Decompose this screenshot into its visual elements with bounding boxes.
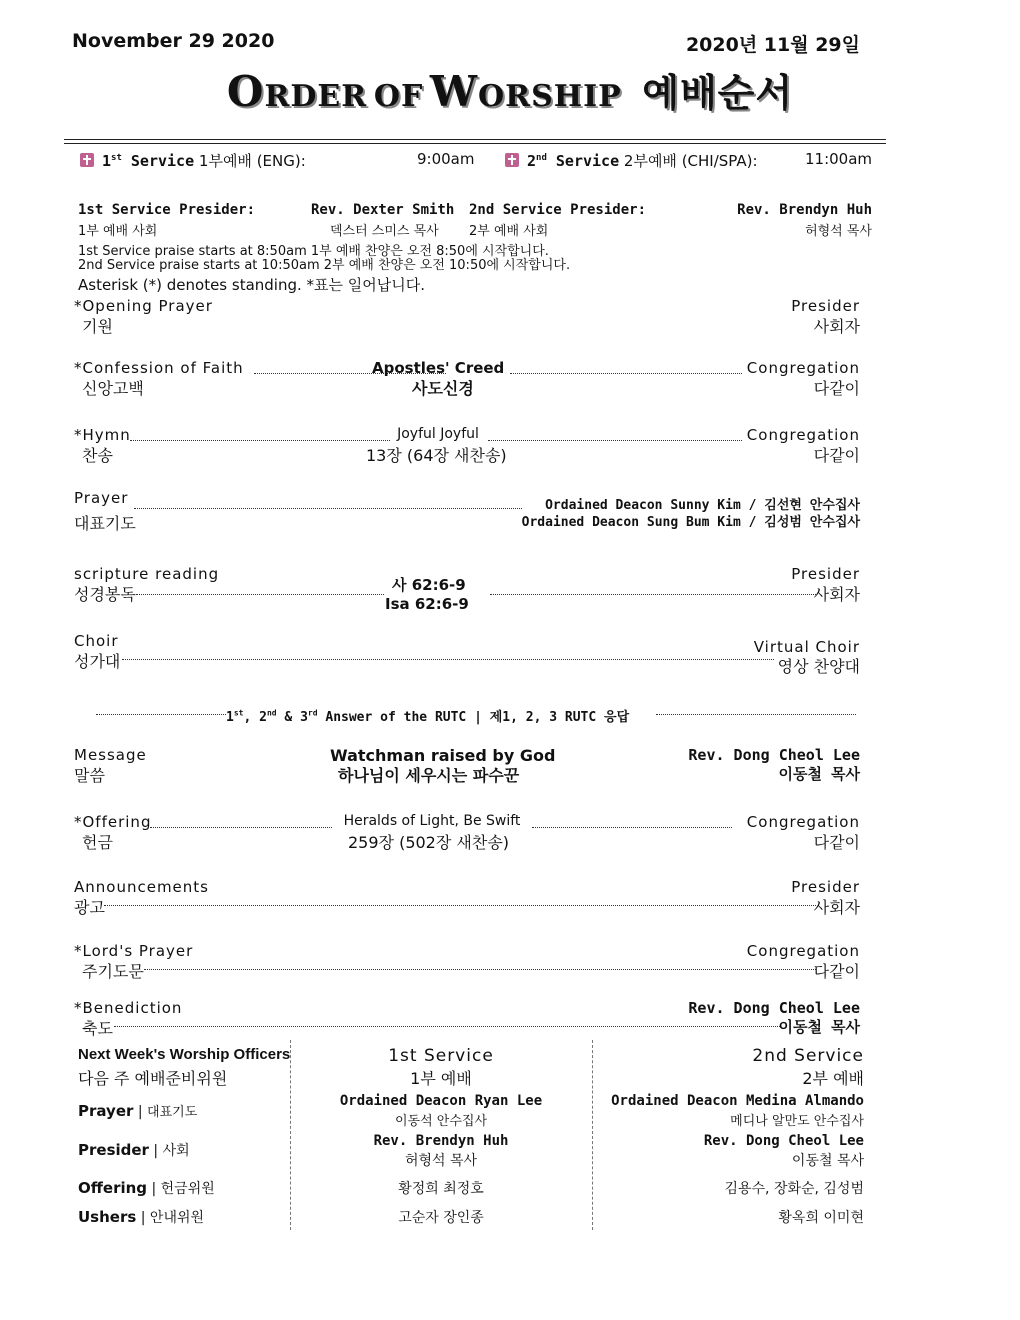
officer-cell: Rev. Brendyn Huh (373, 1133, 509, 1149)
divider (64, 143, 886, 144)
first-presider-label-ko: 1부 예배 사회 (78, 224, 158, 239)
page-title: ORDER OF WORSHIP 예배순서 (226, 67, 794, 116)
first-presider-name: Rev. Dexter Smith (311, 202, 455, 218)
first-service-clock: 9:00am (417, 150, 475, 168)
col-first-service-ko: 1부 예배 (410, 1069, 472, 1088)
order-hymn: *Hymn Joyful Joyful Congregation 찬송 13장 (64장 새찬송) 다같이 (74, 426, 860, 465)
officer-cell: 이동석 안수집사 (394, 1114, 488, 1129)
officer-cell: 메디나 알만도 안수집사 (730, 1114, 864, 1129)
cross-icon (505, 153, 519, 167)
second-presider-label-ko: 2부 예배 사회 (469, 224, 549, 239)
second-service-time: 2nd Service 2부예배 (CHI/SPA): (505, 150, 758, 171)
officer-cell: 고순자 장인종 (398, 1210, 484, 1226)
order-message: Message Watchman raised by God Rev. Dong Cheol Lee 말씀 하나님이 세우시는 파수꾼 이동철 목사 (74, 746, 860, 785)
order-rutc: 1st, 2nd & 3rd Answer of the RUTC | 제1, 2, 3 RUTC 응답 (96, 706, 856, 726)
order-lords-prayer: *Lord's Prayer Congregation 주기도문 다같이 (74, 942, 860, 981)
second-presider-name-ko: 허형석 목사 (805, 224, 872, 239)
officers-heading-ko: 다음 주 예배준비위원 (78, 1069, 228, 1088)
officer-role: Offering | 헌금위원 (78, 1179, 215, 1197)
officer-role: Presider | 사회 (78, 1141, 190, 1159)
first-presider-name-ko: 덱스터 스미스 목사 (330, 224, 439, 239)
order-offering: *Offering Heralds of Light, Be Swift Congregation 헌금 259장 (502장 새찬송) 다같이 (74, 813, 860, 852)
officer-cell: Ordained Deacon Medina Almando (611, 1093, 864, 1109)
standing-note: Asterisk (*) denotes standing. *표는 일어납니다. (78, 276, 426, 294)
divider (64, 139, 886, 140)
first-presider-label: 1st Service Presider: (78, 202, 256, 218)
first-service-time: 1st Service 1부예배 (ENG): (80, 150, 306, 171)
col-first-service: 1st Service (388, 1046, 494, 1066)
officers-heading: Next Week's Worship Officers (78, 1046, 291, 1063)
cross-icon (80, 153, 94, 167)
officer-role: Ushers | 안내위원 (78, 1208, 205, 1226)
officer-cell: 이동철 목사 (791, 1153, 864, 1169)
praise-note-second: 2nd Service praise starts at 10:50am 2부 예배 찬양은 오전 10:50에 시작합니다. (78, 258, 571, 273)
officer-cell: 황옥희 이미현 (778, 1210, 864, 1226)
date-korean: 2020년 11월 29일 (685, 34, 860, 56)
order-confession: *Confession of Faith Apostles' Creed Congregation 신앙고백 사도신경 다같이 (74, 359, 860, 398)
order-announcements: Announcements Presider 광고 사회자 (74, 878, 860, 917)
officer-cell: Rev. Dong Cheol Lee (703, 1133, 864, 1149)
officer-cell: Ordained Deacon Ryan Lee (339, 1093, 543, 1109)
date-english: November 29 2020 (72, 30, 275, 52)
col-second-service: 2nd Service (752, 1046, 864, 1066)
order-prayer: Prayer Ordained Deacon Sunny Kim / 김선현 안수집사 대표기도 Ordained Deacon Sung Bum Kim / 김성범 안수집사 (74, 489, 860, 533)
second-service-clock: 11:00am (805, 150, 873, 168)
col-second-service-ko: 2부 예배 (802, 1069, 864, 1088)
second-presider-label: 2nd Service Presider: (469, 202, 647, 218)
officer-cell: 허형석 목사 (404, 1153, 478, 1169)
officer-cell: 김용수, 장화순, 김성범 (724, 1181, 864, 1197)
order-opening-prayer: *Opening Prayer Presider 기원 사회자 (74, 297, 860, 336)
order-choir: Choir Virtual Choir 성가대 영상 찬양대 (74, 632, 860, 676)
officer-role: Prayer | 대표기도 (78, 1102, 198, 1120)
page-title-korean: 예배순서 (642, 71, 794, 115)
second-presider-name: Rev. Brendyn Huh (737, 202, 872, 218)
officer-cell: 황정희 최정호 (398, 1181, 484, 1197)
officers-table (74, 1040, 864, 1230)
order-scripture: scripture reading Presider 성경봉독 사 62:6-9 사회자 Isa 62:6-9 (74, 565, 860, 613)
order-benediction: *Benediction Rev. Dong Cheol Lee 축도 이동철 목사 (74, 999, 860, 1038)
praise-note-first: 1st Service praise starts at 8:50am 1부 예배 찬양은 오전 8:50에 시작합니다. (78, 244, 549, 259)
